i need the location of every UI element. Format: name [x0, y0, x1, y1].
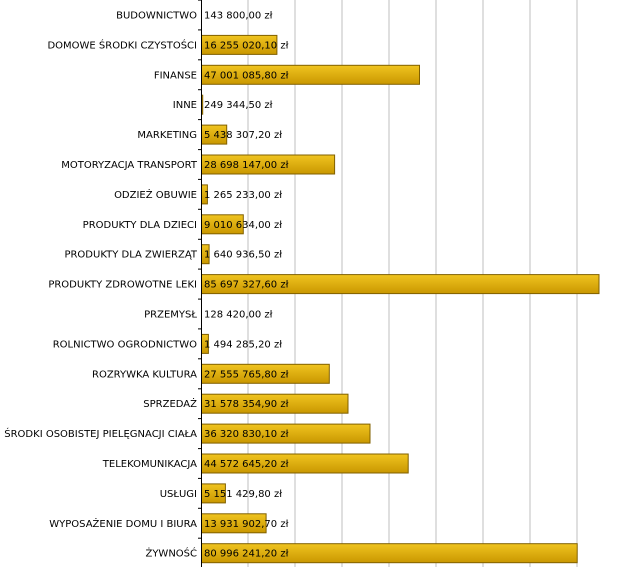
value-label-11: 1 494 285,20 zł [204, 339, 283, 351]
value-label-1: 16 255 020,10 zł [204, 40, 289, 52]
category-label-5: MOTORYZACJA TRANSPORT [61, 160, 197, 171]
bars [202, 35, 600, 562]
category-label-11: ROLNICTWO OGRODNICTWO [52, 339, 197, 351]
value-label-0: 143 800,00 zł [204, 10, 273, 22]
value-label-3: 249 344,50 zł [204, 100, 273, 112]
category-label-0: BUDOWNICTWO [116, 10, 197, 22]
category-label-4: MARKETING [137, 130, 197, 142]
category-label-6: ODZIEŻ OBUWIE [114, 189, 197, 201]
value-label-13: 31 578 354,90 zł [204, 399, 289, 411]
value-label-15: 44 572 645,20 zł [204, 459, 289, 470]
value-label-9: 85 697 327,60 zł [204, 279, 289, 291]
value-label-12: 27 555 765,80 zł [204, 369, 289, 381]
value-label-17: 13 931 902,70 zł [204, 518, 289, 530]
value-label-6: 1 265 233,00 zł [204, 189, 283, 201]
axes [198, 0, 202, 567]
category-label-18: ŻYWNOŚĆ [145, 548, 197, 560]
category-label-16: USŁUGI [159, 488, 197, 500]
value-label-18: 80 996 241,20 zł [204, 548, 289, 560]
category-label-7: PRODUKTY DLA DZIECI [82, 219, 197, 231]
value-label-2: 47 001 085,80 zł [204, 70, 289, 82]
value-label-5: 28 698 147,00 zł [204, 160, 289, 171]
value-label-8: 1 640 936,50 zł [204, 249, 283, 261]
category-label-10: PRZEMYSŁ [144, 309, 197, 321]
category-label-8: PRODUKTY DLA ZWIERZĄT [64, 249, 197, 261]
category-label-1: DOMOWE ŚRODKI CZYSTOŚCI [47, 40, 197, 52]
value-label-7: 9 010 634,00 zł [204, 219, 283, 231]
category-label-14: ŚRODKI OSOBISTEJ PIELĘGNACJI CIAŁA [4, 429, 197, 441]
value-label-16: 5 151 429,80 zł [204, 488, 283, 500]
value-label-4: 5 438 307,20 zł [204, 130, 283, 142]
category-label-15: TELEKOMUNIKACJA [102, 459, 197, 470]
value-label-14: 36 320 830,10 zł [204, 429, 289, 441]
category-label-2: FINANSE [153, 70, 197, 82]
category-label-17: WYPOSAŻENIE DOMU I BIURA [49, 518, 197, 530]
labels [4, 11, 288, 560]
category-label-13: SPRZEDAŻ [143, 399, 197, 411]
category-label-3: INNE [172, 100, 197, 112]
category-label-12: ROZRYWKA KULTURA [92, 369, 197, 381]
category-label-9: PRODUKTY ZDROWOTNE LEKI [48, 279, 197, 291]
value-label-10: 128 420,00 zł [204, 309, 273, 321]
